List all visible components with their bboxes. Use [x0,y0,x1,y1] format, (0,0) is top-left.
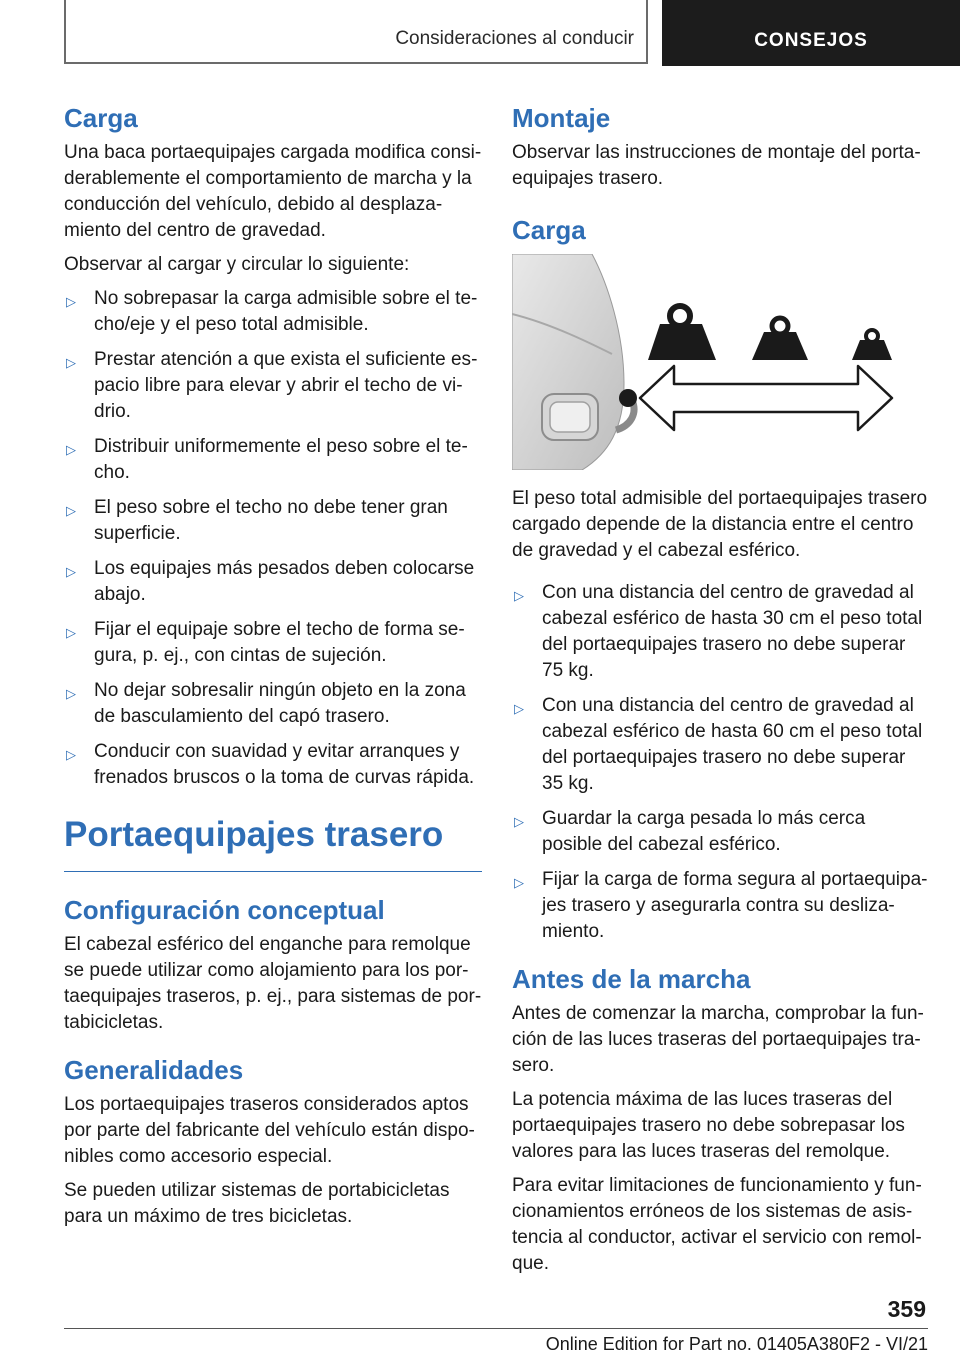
footer-divider [64,1328,928,1329]
section-title: Portaequipajes trasero [64,813,482,872]
left-column [64,96,482,1238]
exhaust-inner [550,402,590,432]
weight-large-icon [648,306,716,360]
list-item: ▷ Con una distancia del centro de gravedad al cabezal esférico de hasta 60 cm el peso total del portaequipajes trasero no debe superar 35 kg. [514,695,923,794]
antes-paragraph-3: Para evitar limitaciones de funcionamiento y funcionamientos erróneos de los sistemas de asistencia al conductor, activar el servicio con remolque. [512,1175,922,1274]
header-chapter-tab [662,0,960,66]
carga-paragraph: Una baca portaequipajes cargada modifica considerablemente el comportamiento de marcha y la conducción del vehículo, debido al desplazamiento del centro de gravedad. [64,142,482,241]
header-section-box [64,0,648,64]
carga-right-paragraph: El peso total admisible del portaequipajes trasero cargado depende de la distancia entre el centro de gravedad y el cabezal esférico. [512,488,928,561]
generalidades-heading: Generalidades [64,1055,244,1085]
list-item: ▷ Prestar atención a que exista el suficiente espacio libre para elevar y abrir el techo de vidrio. [66,349,478,422]
distance-double-arrow-icon [640,366,892,430]
load-distance-svg [512,254,928,470]
config-paragraph: El cabezal esférico del enganche para remolque se puede utilizar como alojamiento para los portaequipajes traseros, p. ej., para sistemas de portabicicletas. [64,934,482,1033]
page-header [64,0,960,66]
load-distance-illustration [512,254,928,470]
antes-paragraph-2: La potencia máxima de las luces traseras del portaequipajes trasero no debe sobrepasar los valores para las luces traseras del remolque. [512,1089,905,1162]
bullet-triangle-icon: ▷ [66,442,76,457]
carga-right-list [512,580,928,945]
list-item: ▷ Los equipajes más pesados deben colocarse abajo. [66,558,475,605]
list-item: ▷ No sobrepasar la carga admisible sobre el techo/eje y el peso total admisible. [66,288,478,335]
carga-right-heading: Carga [512,215,586,245]
right-column [512,96,928,1285]
list-item: ▷ No dejar sobresalir ningún objeto en la zona de basculamiento del capó trasero. [66,680,466,727]
header-section-title: Consideraciones al conducir [395,28,634,49]
header-chapter-title: CONSEJOS [754,30,868,51]
weight-medium-icon [752,318,808,360]
tow-ball-icon [619,389,637,407]
bullet-triangle-icon: ▷ [66,747,76,762]
carga-list [64,286,482,791]
list-item: ▷ Con una distancia del centro de gravedad al cabezal esférico de hasta 30 cm el peso total del portaequipajes trasero no debe superar 75 kg. [514,582,923,681]
carga-heading: Carga [64,103,138,133]
weight-small-icon [852,330,892,360]
bullet-triangle-icon: ▷ [66,355,76,370]
bullet-triangle-icon: ▷ [66,503,76,518]
footer-edition: Online Edition for Part no. 01405A380F2 - VI/21 [545,1334,928,1354]
list-item: ▷ Fijar la carga de forma segura al portaequipajes trasero y asegurarla contra su deslizamiento. [514,869,928,942]
antes-paragraph-1: Antes de comenzar la marcha, comprobar la función de las luces traseras del portaequipajes trasero. [512,1003,924,1076]
page-number: 359 [887,1296,926,1322]
generalidades-paragraph-1: Los portaequipajes traseros considerados aptos por parte del fabricante del vehículo están disponibles como accesorio especial. [64,1094,475,1167]
list-item: ▷ Fijar el equipaje sobre el techo de forma segura, p. ej., con cintas de sujeción. [66,619,465,666]
carga-intro: Observar al cargar y circular lo siguiente: [64,254,410,275]
list-item: ▷ Conducir con suavidad y evitar arranques y frenados bruscos o la toma de curvas rápida. [66,741,475,788]
config-heading: Configuración conceptual [64,895,385,925]
montaje-paragraph: Observar las instrucciones de montaje del portaequipajes trasero. [512,142,921,189]
list-item: ▷ Distribuir uniformemente el peso sobre el techo. [66,436,468,483]
bullet-triangle-icon: ▷ [66,625,76,640]
list-item: ▷ Guardar la carga pesada lo más cerca posible del cabezal esférico. [514,808,866,855]
bullet-triangle-icon: ▷ [66,686,76,701]
bullet-triangle-icon: ▷ [514,588,524,603]
bullet-triangle-icon: ▷ [66,564,76,579]
bullet-triangle-icon: ▷ [66,294,76,309]
generalidades-paragraph-2: Se pueden utilizar sistemas de portabicicletas para un máximo de tres bicicletas. [64,1180,450,1227]
antes-heading: Antes de la marcha [512,964,751,994]
list-item: ▷ El peso sobre el techo no debe tener gran superficie. [66,497,448,544]
montaje-heading: Montaje [512,103,611,133]
bullet-triangle-icon: ▷ [514,701,524,716]
bullet-triangle-icon: ▷ [514,875,524,890]
bullet-triangle-icon: ▷ [514,814,524,829]
